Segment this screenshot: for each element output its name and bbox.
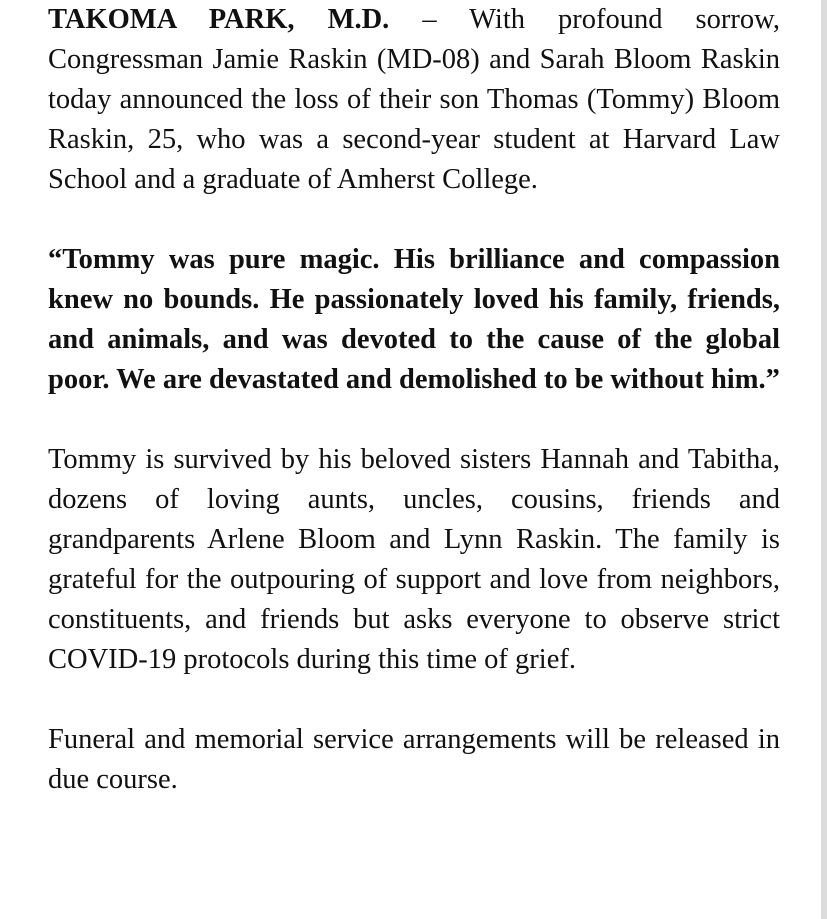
lead-text: With profound sorrow, Congressman Jamie Raskin (MD-08) and Sarah Bloom Raskin today announced the loss of their son Thomas (Tommy) Bloom Raskin, 25, who was a second-year student at Harvard Law School and a graduate of Amherst College. (48, 4, 780, 195)
press-release-document (48, 0, 780, 840)
family-quote: “Tommy was pure magic. His brilliance and compassion knew no bounds. He passionately loved his family, friends, and animals, and was devoted to the cause of the global poor. We are devastated and demolished to be without him.” (48, 244, 780, 395)
arrangements-paragraph: Funeral and memorial service arrangements will be released in due course. (48, 724, 780, 795)
dateline-dash: – (389, 4, 470, 35)
dateline: TAKOMA PARK, M.D. (48, 4, 390, 35)
lead-paragraph (48, 0, 780, 200)
survivors-paragraph: Tommy is survived by his beloved sisters Hannah and Tabitha, dozens of loving aunts, uncles, cousins, friends and grandparents Arlene Bloom and Lynn Raskin. The family is grateful for the outpouring of support and love from neighbors, constituents, and friends but asks everyone to observe strict COVID-19 protocols during this time of grief. (48, 444, 780, 675)
page-edge-divider (821, 0, 827, 919)
